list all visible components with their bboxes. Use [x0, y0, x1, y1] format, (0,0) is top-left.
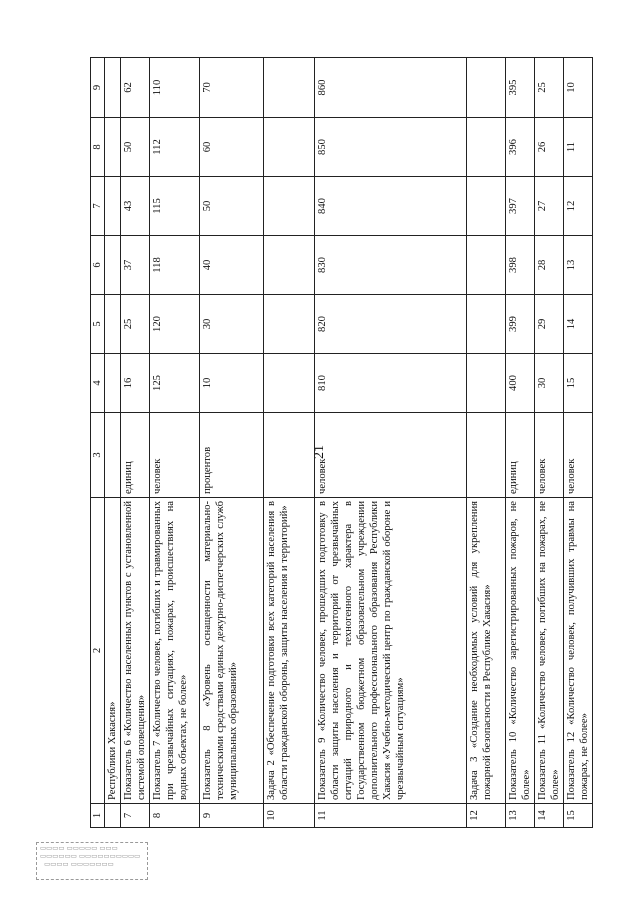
row-value-col9 [105, 58, 121, 118]
header-cell-5: 5 [91, 295, 105, 354]
table-row [264, 58, 315, 828]
header-cell-8: 8 [91, 118, 105, 177]
row-value-col7 [105, 177, 121, 236]
table-row [121, 58, 150, 828]
row-unit: человек [150, 413, 200, 498]
row-value-col6: 37 [121, 236, 150, 295]
row-value-col8: 850 [315, 118, 467, 177]
row-value-col5: 30 [200, 295, 264, 354]
row-number: 10 [264, 804, 315, 828]
row-value-col8: 26 [535, 118, 564, 177]
row-value-col6: 28 [535, 236, 564, 295]
row-name: Задача 3 «Создание необходимых условий для укрепления пожарной безопасности в Республике Хакасия» [467, 498, 506, 804]
row-value-col6: 118 [150, 236, 200, 295]
row-unit [467, 413, 506, 498]
row-value-col7: 397 [506, 177, 535, 236]
row-name: Показатель 10 «Количество зарегистрированных пожаров, не более» [506, 498, 535, 804]
row-value-col9: 10 [564, 58, 593, 118]
row-value-col7: 840 [315, 177, 467, 236]
header-cell-2: 2 [91, 498, 105, 804]
table-row [535, 58, 564, 828]
table-row [150, 58, 200, 828]
row-value-col4: 125 [150, 354, 200, 413]
row-value-col4: 810 [315, 354, 467, 413]
row-value-col4: 10 [200, 354, 264, 413]
row-value-col9: 860 [315, 58, 467, 118]
row-unit [264, 413, 315, 498]
row-name: Показатель 9 «Количество человек, прошедших подготовку в области защиты населения и территорий от чрезвычайных ситуаций природного и техногенного характера в Государственном бюджетном образовательном учреждении дополнительного профессионального образования Республики Хакасия «Учебно-методический центр по гражданской обороне и чрезвычайным ситуациям» [315, 498, 467, 804]
row-unit [105, 413, 121, 498]
header-row [91, 58, 105, 828]
row-value-col4: 15 [564, 354, 593, 413]
row-value-col9: 395 [506, 58, 535, 118]
row-value-col5 [467, 295, 506, 354]
table-row [506, 58, 535, 828]
row-value-col5: 29 [535, 295, 564, 354]
row-value-col9: 25 [535, 58, 564, 118]
row-name: Задача 2 «Обеспечение подготовки всех категорий населения в области гражданской обороны, защиты населения и территорий» [264, 498, 315, 804]
header-cell-6: 6 [91, 236, 105, 295]
row-number: 15 [564, 804, 593, 828]
row-name: Показатель 8 «Уровень оснащенности материально-техническими средствами единых дежурно-диспетчерских служб муниципальных образований» [200, 498, 264, 804]
row-value-col5: 820 [315, 295, 467, 354]
row-value-col6 [467, 236, 506, 295]
row-value-col8: 60 [200, 118, 264, 177]
row-value-col4: 16 [121, 354, 150, 413]
row-unit: человек [564, 413, 593, 498]
row-value-col7: 27 [535, 177, 564, 236]
row-number: 7 [121, 804, 150, 828]
row-name: Показатель 12 «Количество человек, получивших травмы на пожарах, не более» [564, 498, 593, 804]
row-number: 11 [315, 804, 467, 828]
row-number: 8 [150, 804, 200, 828]
row-unit: процентов [200, 413, 264, 498]
row-value-col4: 400 [506, 354, 535, 413]
row-unit: единиц [506, 413, 535, 498]
row-value-col8: 11 [564, 118, 593, 177]
row-value-col4 [105, 354, 121, 413]
row-number: 12 [467, 804, 506, 828]
page-number: 21 [312, 445, 327, 459]
row-value-col5: 14 [564, 295, 593, 354]
row-value-col5: 399 [506, 295, 535, 354]
row-value-col7: 50 [200, 177, 264, 236]
row-value-col9 [467, 58, 506, 118]
row-number: 13 [506, 804, 535, 828]
row-value-col7 [467, 177, 506, 236]
row-value-col8 [467, 118, 506, 177]
row-name: Показатель 11 «Количество человек, погибших на пожарах, не более» [535, 498, 564, 804]
row-value-col7: 12 [564, 177, 593, 236]
row-value-col5: 25 [121, 295, 150, 354]
header-cell-1: 1 [91, 804, 105, 828]
indicators-table [90, 57, 593, 828]
table-row [564, 58, 593, 828]
row-value-col9: 110 [150, 58, 200, 118]
row-number [105, 804, 121, 828]
row-value-col9: 62 [121, 58, 150, 118]
row-value-col5: 120 [150, 295, 200, 354]
row-value-col5 [105, 295, 121, 354]
row-value-col6 [264, 236, 315, 295]
row-value-col5 [264, 295, 315, 354]
row-unit: человек [535, 413, 564, 498]
header-cell-9: 9 [91, 58, 105, 118]
table-row [105, 58, 121, 828]
row-value-col6: 13 [564, 236, 593, 295]
row-value-col9 [264, 58, 315, 118]
row-value-col7 [264, 177, 315, 236]
row-value-col6: 398 [506, 236, 535, 295]
row-name: Показатель 7 «Количество человек, погибших и травмированных при чрезвычайных ситуациях, пожарах, происшествиях на водных объектах, не более» [150, 498, 200, 804]
row-unit: единиц [121, 413, 150, 498]
row-name: Показатель 6 «Количество населенных пунктов с установленной системой оповещения» [121, 498, 150, 804]
table-row [200, 58, 264, 828]
row-value-col9: 70 [200, 58, 264, 118]
row-value-col6: 830 [315, 236, 467, 295]
row-value-col4 [467, 354, 506, 413]
row-value-col4: 30 [535, 354, 564, 413]
row-value-col6: 40 [200, 236, 264, 295]
table-row [467, 58, 506, 828]
row-value-col4 [264, 354, 315, 413]
table-row [315, 58, 467, 828]
row-unit: человек [315, 413, 467, 498]
row-number: 14 [535, 804, 564, 828]
faded-stamp: ▭▭▭▭ ▭▭▭▭▭ ▭▭▭ ▭▭▭▭▭▭ ▭▭▭▭▭▭▭▭▭▭ ▭▭▭▭ ▭▭▭▭▭▭▭ [36, 842, 148, 880]
row-value-col6 [105, 236, 121, 295]
row-name: Республики Хакасия» [105, 498, 121, 804]
row-value-col8 [105, 118, 121, 177]
rotated-table-container [90, 58, 590, 828]
row-value-col7: 43 [121, 177, 150, 236]
row-value-col8 [264, 118, 315, 177]
header-cell-4: 4 [91, 354, 105, 413]
row-value-col8: 112 [150, 118, 200, 177]
row-number: 9 [200, 804, 264, 828]
row-value-col8: 50 [121, 118, 150, 177]
header-cell-3: 3 [91, 413, 105, 498]
row-value-col7: 115 [150, 177, 200, 236]
header-cell-7: 7 [91, 177, 105, 236]
row-value-col8: 396 [506, 118, 535, 177]
